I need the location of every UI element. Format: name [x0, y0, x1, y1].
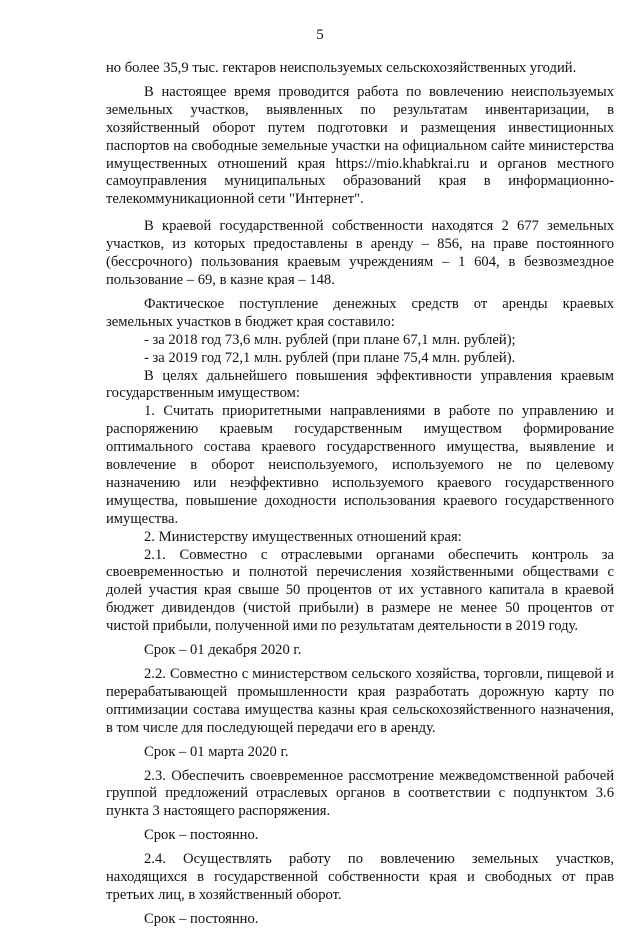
- clause-2: 2. Министерству имущественных отношений края:: [144, 528, 462, 545]
- list-item-2019: - за 2019 год 72,1 млн. рублей (при плане 75,4 млн. рублей).: [144, 349, 516, 366]
- clause-2-1: 2.1. Совместно с отраслевыми органами обеспечить контроль за своевременностью и полнотой перечисления хозяйственными обществами с долей участия края свыше 50 процентов от их уставного капитала в краевой бюджет дивидендов (чистой прибыли) в размере не менее 50 процентов от чистой прибыли, полученной ими по результатам деятельности в 2019 году.: [106, 546, 614, 635]
- document-body: [106, 60, 614, 929]
- clause-2-2: 2.2. Совместно с министерством сельского хозяйства, торговли, пищевой и перерабатывающей промышленности края разработать дорожную карту по оптимизации состава имущества казны края сельскохозяйственного назначения, в том числе для последующей передачи его в аренду.: [106, 666, 614, 736]
- clause-2-3: 2.3. Обеспечить своевременное рассмотрение межведомственной рабочей группой предложений отраслевых органов в соответствии с подпунктом 3.6 пункта 3 настоящего распоряжения.: [106, 767, 614, 820]
- paragraph-rent-income: Фактическое поступление денежных средств от аренды краевых земельных участков в бюджет края составило:: [106, 295, 614, 330]
- paragraph-land-involvement: В настоящее время проводится работа по вовлечению неиспользуемых земельных участков, выявленных по результатам инвентаризации, в хозяйственный оборот путем подготовки и размещения инвестиционных паспортов на свободные земельные участки на официальном сайте министерства имущественных отношений края https://mio.khabkrai.ru и органов местного самоуправления муниципальных образований края в информационно-телекоммуникационной сети "Интернет".: [106, 83, 614, 208]
- paragraph-efficiency-goal: В целях дальнейшего повышения эффективности управления краевым государственным имуществом:: [106, 367, 614, 402]
- deadline-2-1: Срок – 01 декабря 2020 г.: [144, 642, 302, 659]
- deadline-2-2: Срок – 01 марта 2020 г.: [144, 743, 289, 760]
- paragraph-continuation: но более 35,9 тыс. гектаров неиспользуемых сельскохозяйственных угодий.: [106, 60, 577, 76]
- deadline-2-4: Срок – постоянно.: [144, 910, 259, 927]
- clause-2-4: 2.4. Осуществлять работу по вовлечению земельных участков, находящихся в государственной собственности края и свободных от прав третьих лиц, в хозяйственный оборот.: [106, 851, 614, 903]
- clause-1: 1. Считать приоритетными направлениями в работе по управлению и распоряжению краевым государственным имуществом формирование оптимального состава краевого государственного имущества, выявление и вовлечение в оборот неиспользуемого, используемого не по целевому назначению или неэффективно используемого краевого государственного имущества, повышение доходности использования краевого государственного имущества.: [106, 403, 614, 527]
- paragraph-land-ownership: В краевой государственной собственности находятся 2 677 земельных участков, из которых предоставлены в аренду – 856, на праве постоянного (бессрочного) пользования краевым учреждениям – 1 604, в безвозмездное пользование – 69, в казне края – 148.: [106, 218, 614, 288]
- page-number: 5: [316, 27, 324, 43]
- list-item-2018: - за 2018 год 73,6 млн. рублей (при плане 67,1 млн. рублей);: [144, 331, 516, 348]
- deadline-2-3: Срок – постоянно.: [144, 827, 259, 844]
